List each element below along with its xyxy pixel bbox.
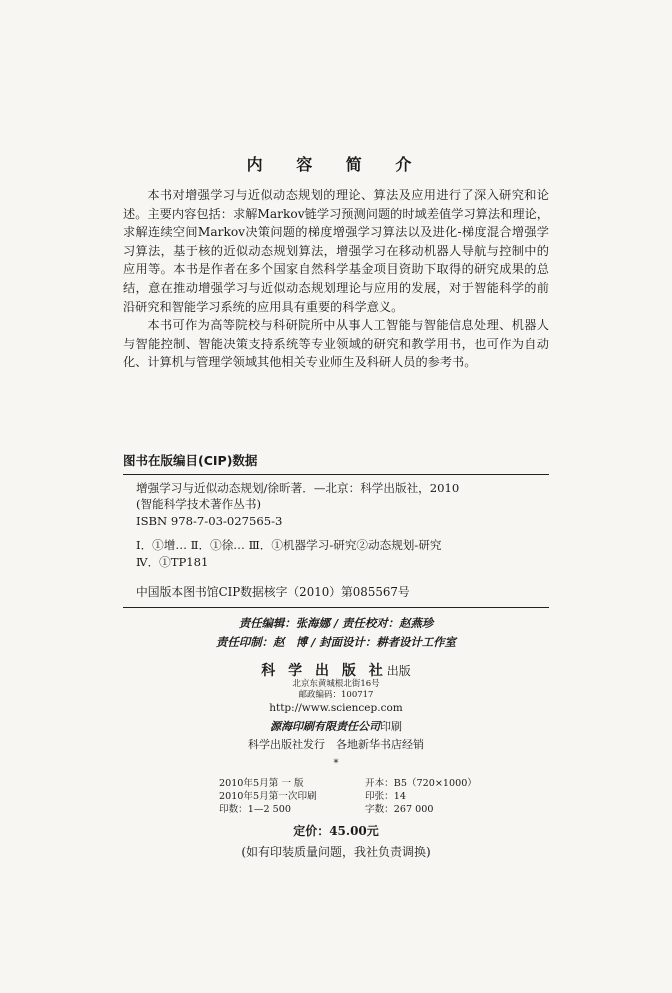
specs-row <box>219 790 477 803</box>
publisher-address: 北京东黄城根北街16号 <box>292 679 380 689</box>
print-run-info: 印数：1—2 500 <box>219 804 291 815</box>
publisher-postcode: 邮政编码：100717 <box>298 690 374 700</box>
cip-number: 中国版本图书馆CIP数据核字（2010）第085567号 <box>136 585 410 599</box>
cip-line: 增强学习与近似动态规划/徐昕著．—北京：科学出版社，2010 <box>136 481 460 495</box>
sheets-info: 印张：14 <box>365 791 406 802</box>
publisher-block <box>0 664 672 771</box>
publisher-name-text: 科 学 出 版 社 <box>261 663 387 679</box>
specs-row <box>219 777 477 790</box>
cip-bottom-rule <box>123 607 549 608</box>
quality-notice: (如有印装质量问题，我社负责调换) <box>241 845 431 859</box>
spacer <box>136 529 546 537</box>
intro-paragraph-1: 本书对增强学习与近似动态规划的理论、算法及应用进行了深入研究和论述。主要内容包括：求解Markov链学习预测问题的时域差值学习算法和理论，求解连续空间Markov决策问题的梯度增强学习算法以及进化-梯度混合增强学习算法，基于核的近似动态规划算法，增强学习在移动机器人导航与控制中的应用等。本书是作者在多个国家自然科学基金项目资助下取得的研究成果的总结，意在推动增强学习与近似动态规划理论与应用的发展，对于智能科学的前沿研究和智能学习系统的应用具有重要的科学意义。 <box>123 188 549 314</box>
cip-record <box>136 480 546 570</box>
edition-specs <box>219 777 477 816</box>
cip-top-rule <box>123 474 549 475</box>
price: 定价：45.00元 <box>293 824 379 838</box>
printer <box>0 719 672 734</box>
printer-name: 源海印刷有限责任公司 <box>270 720 380 733</box>
publisher-name-suffix: 出版 <box>386 664 411 678</box>
production-credits: 责任印制：赵 博 / 封面设计：耕者设计工作室 <box>216 635 456 649</box>
specs-table <box>219 777 477 816</box>
cip-isbn: ISBN 978-7-03-027565-3 <box>136 513 283 528</box>
publisher-url: http://www.sciencep.com <box>269 702 403 714</box>
edition-info: 2010年5月第 一 版 <box>219 778 304 789</box>
book-introduction <box>123 186 549 372</box>
word-count-info: 字数：267 000 <box>365 804 434 815</box>
printing-info: 2010年5月第一次印刷 <box>219 791 317 802</box>
cip-line: (智能科学技术著作丛书) <box>136 497 261 512</box>
printer-suffix: 印刷 <box>380 720 402 733</box>
cip-classification: Ⅰ．①增… Ⅱ．①徐… Ⅲ．①机器学习-研究②动态规划-研究 <box>136 538 442 553</box>
editor-credits: 责任编辑：张海娜 / 责任校对：赵燕珍 <box>238 616 434 630</box>
intro-paragraph-2: 本书可作为高等院校与科研院所中从事人工智能与智能信息处理、机器人与智能控制、智能决策支持系统等专业领域的研究和教学用书，也可作为自动化、计算机与管理学领域其他相关专业师生及科研人员的参考书。 <box>123 318 549 370</box>
cip-classification: Ⅳ．①TP181 <box>136 554 209 569</box>
separator-star: * <box>333 758 339 769</box>
specs-row <box>219 803 477 816</box>
distribution: 科学出版社发行 各地新华书店经销 <box>248 738 424 751</box>
publisher-name <box>0 664 672 679</box>
page-title: 内 容 简 介 <box>246 155 426 174</box>
cip-heading: 图书在版编目(CIP)数据 <box>123 453 258 468</box>
format-info: 开本：B5（720×1000） <box>365 778 477 789</box>
